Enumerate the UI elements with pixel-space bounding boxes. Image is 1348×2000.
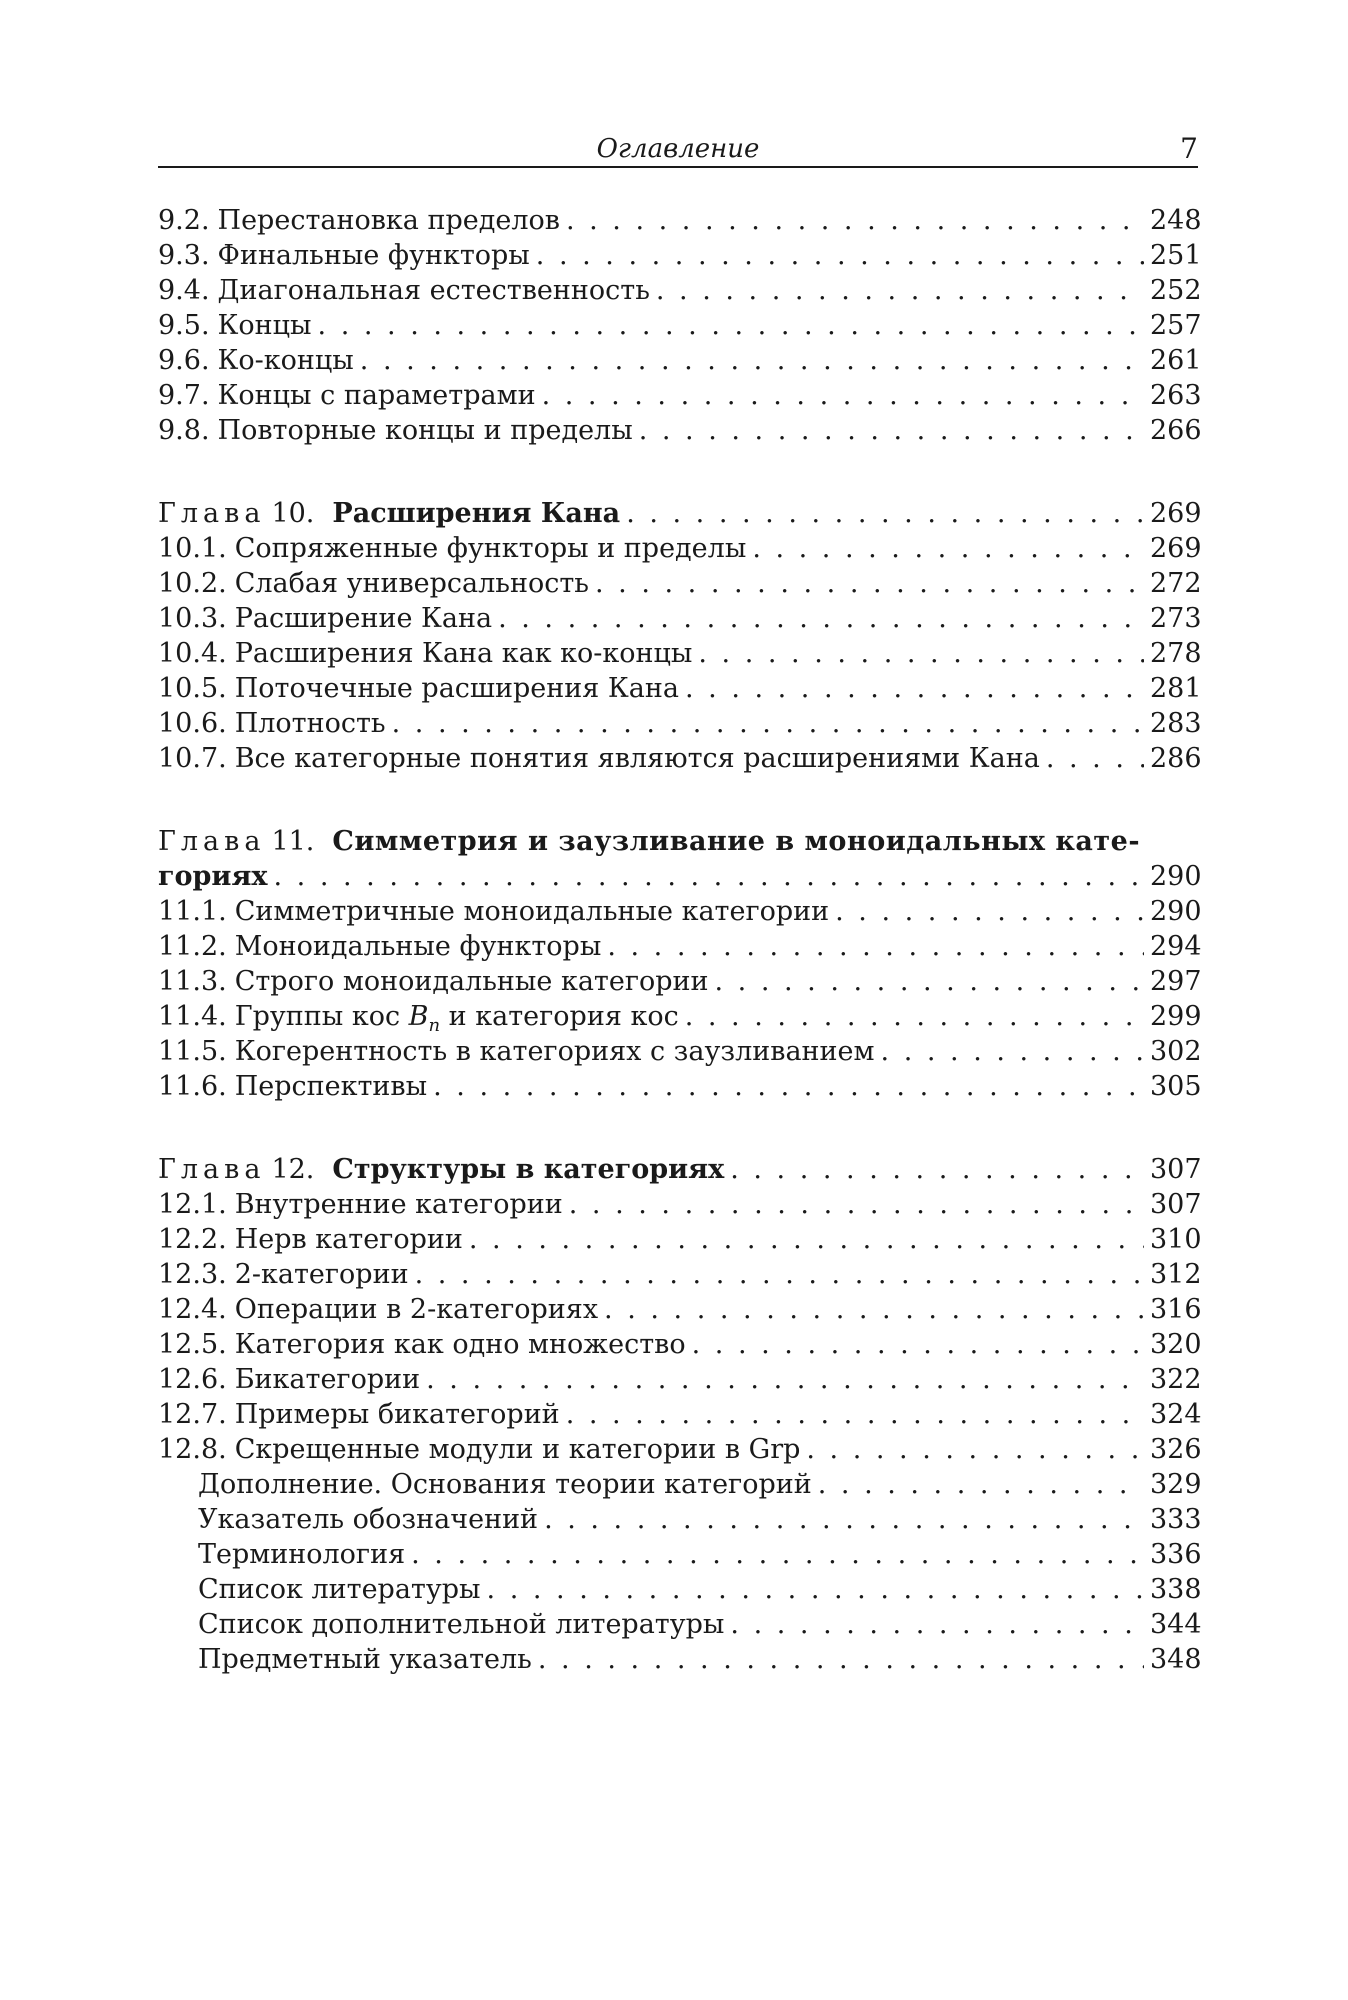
toc-chapter-11-line1[interactable] [158,824,1198,859]
section-page: 316 [1150,1294,1202,1325]
section-title: Концы [217,310,312,341]
section-title: Скрещенные модули и категории в Grp [234,1434,801,1465]
section-page: 305 [1150,1071,1202,1102]
section-page: 320 [1150,1329,1202,1360]
section-title: Симметричные моноидальные категории [234,896,830,927]
leader-dots [715,964,1144,999]
leader-dots [835,894,1144,929]
toc-bibliography[interactable] [158,1572,1202,1607]
section-number: 9.6. [158,345,210,376]
chapter-page: 290 [1150,861,1202,892]
leader-dots [752,531,1144,566]
toc-entry-12-3[interactable] [158,1257,1202,1292]
chapter-spacer [158,1104,1198,1152]
leader-dots [730,1607,1144,1642]
toc-entry-10-7[interactable] [158,741,1202,776]
math-symbol-base: B [408,1001,429,1032]
toc-appendix[interactable] [158,1467,1202,1502]
section-page: 251 [1150,240,1202,271]
back-matter-page: 336 [1150,1539,1202,1570]
section-title: Все категорные понятия являются расширениями Кана [234,743,1040,774]
leader-dots [595,566,1144,601]
back-matter-page: 348 [1150,1644,1202,1675]
section-title: Строго моноидальные категории [234,966,709,997]
toc-entry-9-3[interactable] [158,238,1202,273]
section-title: Примеры бикатегорий [234,1399,560,1430]
section-number: 9.8. [158,415,210,446]
section-number: 9.5. [158,310,210,341]
section-number: 9.3. [158,240,210,271]
toc-entry-10-5[interactable] [158,671,1202,706]
section-title: Поточечные расширения Кана [234,673,679,704]
section-title-after: и категория кос [440,1001,679,1032]
toc-entry-10-6[interactable] [158,706,1202,741]
chapter-spacer [158,448,1198,496]
section-title: Нерв категории [234,1224,463,1255]
back-matter-page: 338 [1150,1574,1202,1605]
section-number: 9.7. [158,380,210,411]
toc-entry-11-4[interactable] [158,999,1202,1036]
section-page: 252 [1150,275,1202,306]
leader-dots [318,308,1144,343]
section-title: Ко-концы [217,345,354,376]
leader-dots [274,859,1144,894]
toc-entry-10-1[interactable] [158,531,1202,566]
section-title: Расширения Кана как ко-концы [234,638,693,669]
section-title: Бикатегории [234,1364,421,1395]
back-matter-title: Список литературы [198,1574,481,1605]
section-number: 12.4. [158,1294,227,1325]
section-title: Финальные функторы [217,240,530,271]
section-page: 278 [1150,638,1202,669]
leader-dots [469,1222,1144,1257]
leader-dots [692,1327,1144,1362]
table-of-contents [158,203,1202,1677]
toc-entry-12-6[interactable] [158,1362,1202,1397]
chapter-title: Расширения Кана [332,498,621,529]
page-number: 7 [1180,132,1198,165]
section-number: 11.4. [158,1001,227,1032]
section-title: Перестановка пределов [217,205,560,236]
leader-dots [392,706,1144,741]
section-page: 290 [1150,896,1202,927]
leader-dots [487,1572,1144,1607]
leader-dots [569,1187,1144,1222]
toc-entry-11-1[interactable] [158,894,1202,929]
toc-entry-12-4[interactable] [158,1292,1202,1327]
leader-dots [415,1257,1144,1292]
section-title: Концы с параметрами [217,380,536,411]
section-number: 12.5. [158,1329,227,1360]
toc-entry-12-7[interactable] [158,1397,1202,1432]
leader-dots [536,238,1144,273]
section-page: 286 [1150,743,1202,774]
section-number: 10.7. [158,743,227,774]
leader-dots [544,1502,1144,1537]
toc-chapter-11-line2[interactable] [158,859,1202,894]
section-page: 269 [1150,533,1202,564]
chapter-number: 12. [271,1154,315,1185]
leader-dots [1046,741,1144,776]
section-title: Диагональная естественность [217,275,650,306]
section-page: 248 [1150,205,1202,236]
section-page: 297 [1150,966,1202,997]
toc-entry-9-2[interactable] [158,203,1202,238]
section-title: Повторные концы и пределы [217,415,633,446]
section-page: 299 [1150,1001,1202,1032]
running-title: Оглавление [596,134,760,164]
section-number: 12.7. [158,1399,227,1430]
leader-dots [607,929,1144,964]
section-number: 12.8. [158,1434,227,1465]
math-symbol-subscript: n [428,1015,441,1036]
section-title: Сопряженные функторы и пределы [234,533,747,564]
leader-dots [685,671,1144,706]
toc-entry-11-2[interactable] [158,929,1202,964]
toc-entry-10-3[interactable] [158,601,1202,636]
section-number: 12.6. [158,1364,227,1395]
leader-dots [656,273,1144,308]
section-number: 10.2. [158,568,227,599]
section-title: Слабая универсальность [234,568,589,599]
section-number: 12.2. [158,1224,227,1255]
toc-entry-9-8[interactable] [158,413,1202,448]
leader-dots [542,378,1144,413]
section-number: 11.5. [158,1036,227,1067]
leader-dots [433,1069,1144,1104]
section-number: 10.4. [158,638,227,669]
section-number: 12.3. [158,1259,227,1290]
toc-notation-index[interactable] [158,1502,1202,1537]
back-matter-page: 344 [1150,1609,1202,1640]
toc-entry-10-2[interactable] [158,566,1202,601]
leader-dots [360,343,1144,378]
leader-dots [626,496,1144,531]
section-page: 307 [1150,1189,1202,1220]
leader-dots [730,1152,1144,1187]
toc-entry-11-5[interactable] [158,1034,1202,1069]
leader-dots [498,601,1144,636]
toc-entry-12-1[interactable] [158,1187,1202,1222]
toc-entry-12-8[interactable] [158,1432,1202,1467]
leader-dots [411,1537,1144,1572]
chapter-title: Структуры в категориях [332,1154,725,1185]
leader-dots [881,1034,1144,1069]
back-matter-title: Терминология [198,1539,406,1570]
chapter-page: 307 [1150,1154,1202,1185]
section-number: 11.2. [158,931,227,962]
section-title: Плотность [234,708,386,739]
section-page: 322 [1150,1364,1202,1395]
leader-dots [566,1397,1144,1432]
leader-dots [806,1432,1144,1467]
toc-entry-9-4[interactable] [158,273,1202,308]
toc-entry-11-6[interactable] [158,1069,1202,1104]
section-title: Перспективы [234,1071,428,1102]
section-page: 272 [1150,568,1202,599]
back-matter-title: Дополнение. Основания теории категорий [198,1469,812,1500]
chapter-prefix: Глава [158,826,266,857]
leader-dots [685,999,1144,1034]
leader-dots [604,1292,1144,1327]
section-number: 12.1. [158,1189,227,1220]
toc-terminology[interactable] [158,1537,1202,1572]
section-page: 261 [1150,345,1202,376]
section-number: 11.3. [158,966,227,997]
toc-entry-12-5[interactable] [158,1327,1202,1362]
toc-chapter-10[interactable] [158,496,1202,531]
section-title: 2-категории [234,1259,409,1290]
back-matter-title: Указатель обозначений [198,1504,539,1535]
toc-entry-12-2[interactable] [158,1222,1202,1257]
section-number: 10.1. [158,533,227,564]
toc-entry-9-7[interactable] [158,378,1202,413]
toc-entry-9-6[interactable] [158,343,1202,378]
chapter-spacer [158,776,1198,824]
section-page: 312 [1150,1259,1202,1290]
section-title-before: Группы кос [234,1001,409,1032]
section-page: 283 [1150,708,1202,739]
section-page: 266 [1150,415,1202,446]
section-page: 281 [1150,673,1202,704]
section-number: 10.3. [158,603,227,634]
back-matter-title: Список дополнительной литературы [198,1609,725,1640]
leader-dots [426,1362,1144,1397]
back-matter-page: 329 [1150,1469,1202,1500]
leader-dots [698,636,1144,671]
back-matter-page: 333 [1150,1504,1202,1535]
leader-dots [538,1642,1144,1677]
section-number: 10.5. [158,673,227,704]
toc-entry-9-5[interactable] [158,308,1202,343]
section-page: 273 [1150,603,1202,634]
section-page: 302 [1150,1036,1202,1067]
section-number: 11.6. [158,1071,227,1102]
toc-chapter-12[interactable] [158,1152,1202,1187]
toc-entry-10-4[interactable] [158,636,1202,671]
chapter-page: 269 [1150,498,1202,529]
toc-additional-bibliography[interactable] [158,1607,1202,1642]
section-title: Когерентность в категориях с заузливанием [234,1036,875,1067]
section-number: 9.2. [158,205,210,236]
section-title: Внутренние категории [234,1189,563,1220]
section-page: 263 [1150,380,1202,411]
chapter-title-line1: Симметрия и заузливание в моноидальных кате- [332,826,1141,857]
section-title: Операции в 2-категориях [234,1294,599,1325]
toc-subject-index[interactable] [158,1642,1202,1677]
chapter-number: 11. [271,826,315,857]
chapter-prefix: Глава [158,1154,266,1185]
running-header [158,132,1198,168]
section-number: 9.4. [158,275,210,306]
section-page: 310 [1150,1224,1202,1255]
chapter-title-line2: гориях [158,861,268,892]
section-number: 11.1. [158,896,227,927]
section-title: Категория как одно множество [234,1329,686,1360]
section-page: 257 [1150,310,1202,341]
leader-dots [818,1467,1144,1502]
leader-dots [639,413,1144,448]
toc-entry-11-3[interactable] [158,964,1202,999]
back-matter-title: Предметный указатель [198,1644,532,1675]
section-page: 326 [1150,1434,1202,1465]
section-page: 294 [1150,931,1202,962]
section-title: Моноидальные функторы [234,931,602,962]
section-page: 324 [1150,1399,1202,1430]
leader-dots [566,203,1144,238]
chapter-number: 10. [271,498,315,529]
section-number: 10.6. [158,708,227,739]
section-title: Расширение Кана [234,603,493,634]
chapter-prefix: Глава [158,498,266,529]
